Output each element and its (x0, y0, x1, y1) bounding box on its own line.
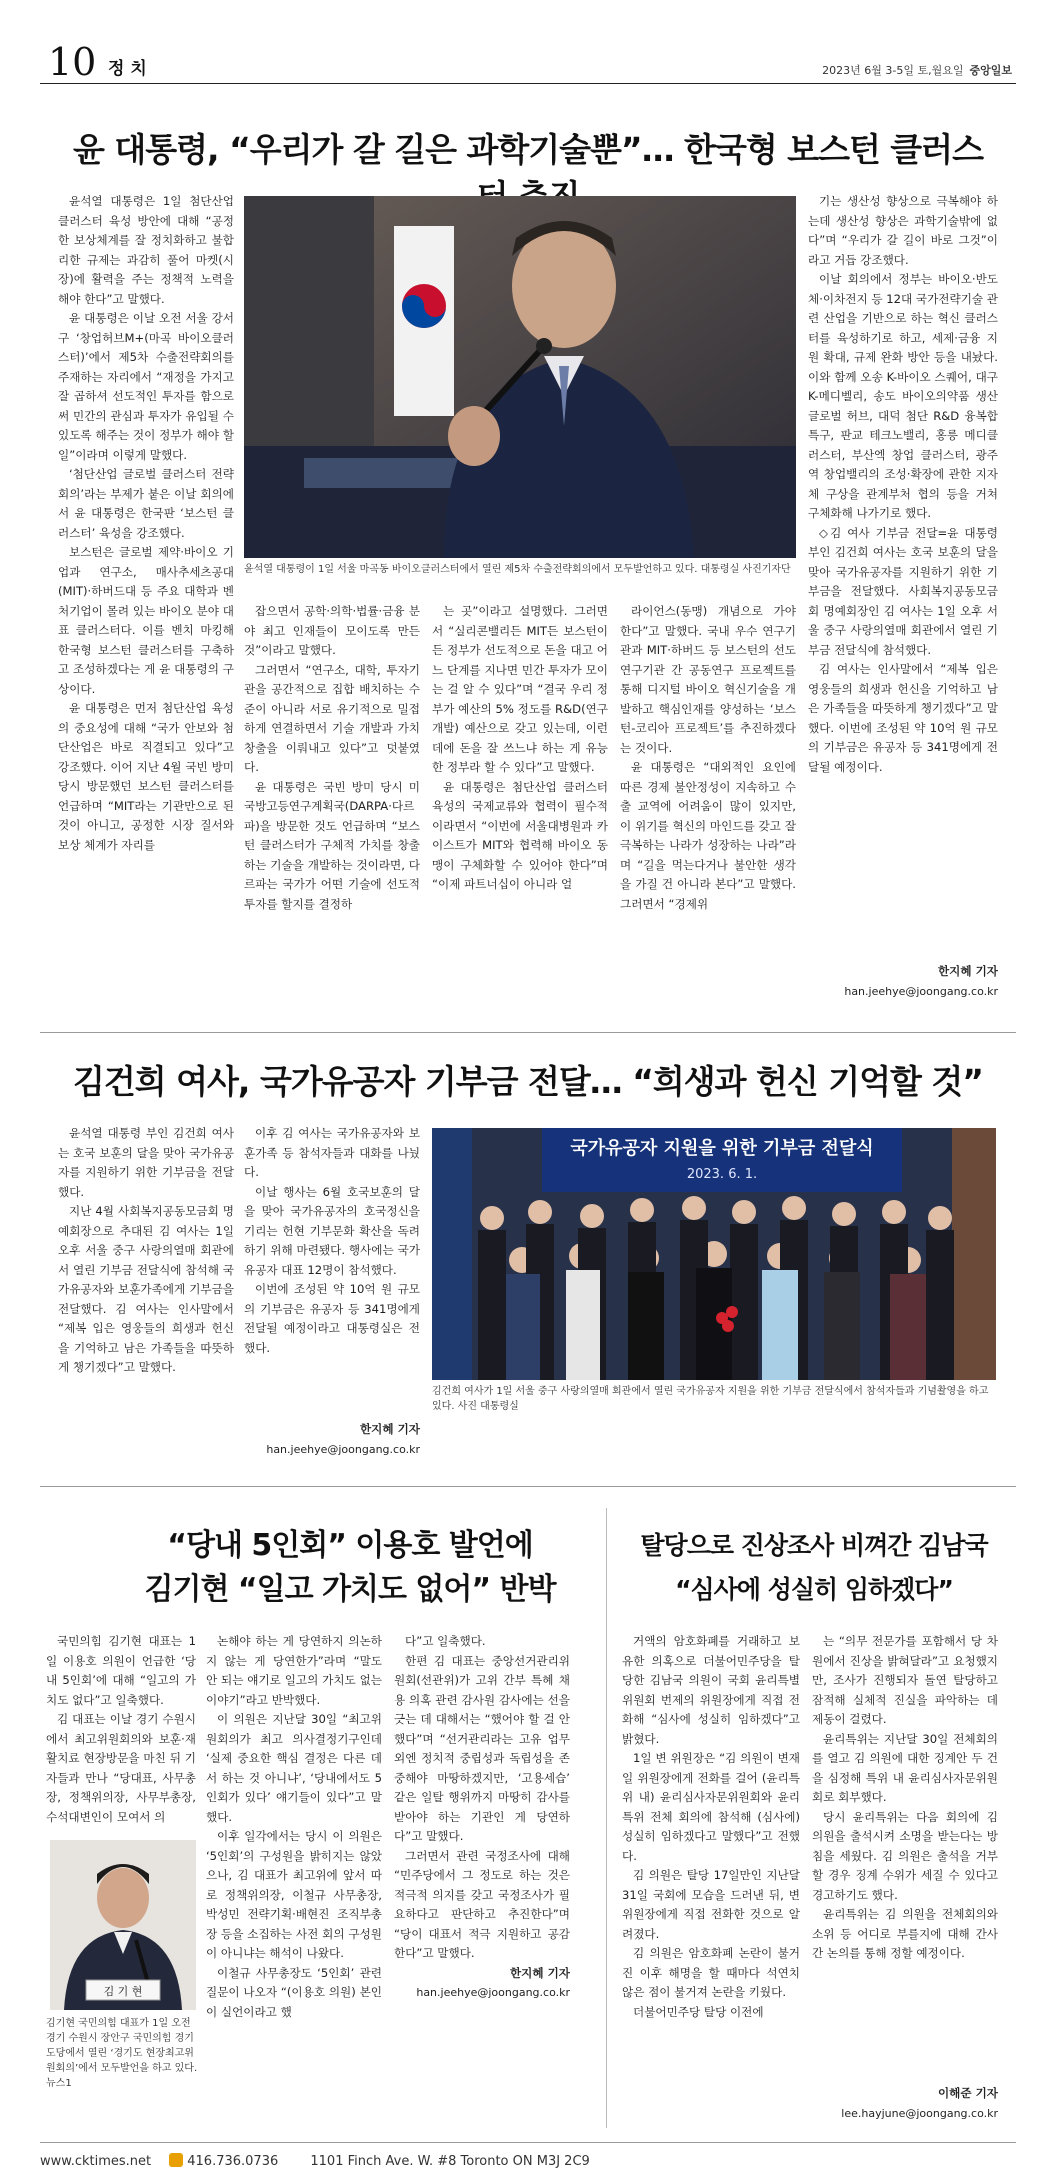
paragraph: 김 의원은 암호화폐 논란이 불거진 이후 해명을 할 때마다 석연치 않은 점이 불거져 논란을 키웠다. (622, 1946, 800, 1999)
article1-col4 (620, 602, 796, 1002)
page-footer (40, 2142, 1016, 2169)
article2-signature (244, 1420, 420, 1464)
section-name: 정 치 (108, 59, 147, 79)
article2-col2 (244, 1124, 420, 1418)
article2-email: han.jeehye@joongang.co.kr (266, 1442, 420, 1456)
article4-headline-line1: 탈당으로 진상조사 비껴간 김남국 (640, 1531, 988, 1560)
paragraph: 기는 생산성 향상으로 극복해야 하는데 생산성 향상은 과학기술밖에 없다”며 “우리가 갈 길이 바로 그것”이라고 거듭 강조했다. (808, 194, 998, 267)
paragraph: 거액의 암호화폐를 거래하고 보유한 의혹으로 더불어민주당을 탈당한 김남국 의원이 국회 윤리특별위원회 번제의 위원장에게 직접 전화해 “심사에 성실히 임하겠다”고 밝혔다. (622, 1634, 800, 1746)
article3-photo-caption: 김기현 국민의힘 대표가 1일 오전 경기 수원시 장안구 국민의힘 경기도당에서 열린 ‘경기도 현장최고위원회의’에서 모두발언을 하고 있다. 뉴스1 (46, 2018, 198, 2089)
paragraph: 논해야 하는 게 당연하지 의논하지 않는 게 당연한가”라며 “말도 안 되는 얘기로 일고의 가치도 없는 이야기”라고 반박했다. (206, 1634, 382, 1707)
kim-gihyeon-photo (50, 1840, 196, 2010)
article1-headline: 윤 대통령, “우리가 갈 길은 과학기술뿐”… 한국형 보스턴 클러스 (73, 130, 983, 169)
article1-col2 (244, 602, 420, 1002)
article1-email: han.jeehye@joongang.co.kr (844, 984, 998, 998)
paragraph: 윤 대통령은 이날 오전 서울 강서구 ‘창업허브M+(마곡 바이오클러스터)’에서 제5차 수출전략회의를 주재하는 자리에서 “재정을 가지고 잘 곱하셔 선도적인 투자를 함으로써 민간의 관심과 투자가 유입될 수 있도록 해주는 것이 정부가 해야 할 일”이라며 이렇게 말했다. (58, 311, 234, 462)
footer-phone-number: 416.736.0736 (187, 2154, 279, 2169)
paragraph: 지난 4월 사회복지공동모금회 명예회장으로 추대된 김 여사는 1일 오후 서울 중구 사랑의열매 회관에서 열린 기부금 전달식에 참석해 국가유공자와 보훈가족에게 기부금을 전달했다. 김 여사는 인사말에서 “제복 입은 영웅들의 희생과 헌신을 기억하고 남은 가족들을 따뜻하게 챙기겠다”고 말했다. (58, 1204, 234, 1374)
article1-col3 (432, 602, 608, 1002)
article3-headline (90, 1524, 610, 1612)
paragraph: 당시 윤리특위는 다음 회의에 김 의원을 출석시켜 소명을 받는다는 방침을 세웠다. 김 의원은 출석을 거부할 경우 징계 수위가 세질 수 있다고 경고하기도 했다. (812, 1809, 998, 1902)
article1-photo (244, 196, 796, 558)
paragraph: 이번에 조성된 약 10억 원 규모의 기부금은 유공자 등 341명에게 전달될 예정이라고 대통령실은 전했다. (244, 1282, 420, 1355)
article4-email: lee.hayjune@joongang.co.kr (841, 2106, 998, 2120)
donation-ceremony-photo (432, 1128, 996, 1380)
paragraph: 한편 김 대표는 중앙선거관리위원회(선관위)가 고위 간부 특혜 채용 의혹 관련 감사원 감사에는 선을 긋는 데 대해서는 “했어야 할 걸 안 했다”며 “선거관리라는 고유 업무 외엔 정치적 중립성과 독립성을 존중해야 마땅하겠지만, ‘고용세습’ 같은 일탈 행위까지 마땅히 감사를 받아야 하는 기관인 게 당연하다”고 말했다. (394, 1653, 570, 1843)
article2-byline: 한지혜 기자 (359, 1422, 420, 1436)
paragraph: 이날 행사는 6월 호국보훈의 달을 맞아 국가유공자의 호국정신을 기리는 헌현 기부문화 확산을 독려하기 위해 마련됐다. 행사에는 국가유공자 대표 12명이 참석했다. (244, 1184, 420, 1277)
paragraph: 김 의원은 탈당 17일만인 지난달 31일 국회에 모습을 드러낸 뒤, 변 위원장에게 직접 전화한 것으로 알려졌다. (622, 1868, 800, 1941)
paragraph: 이후 김 여사는 국가유공자와 보훈가족 등 참석자들과 대화를 나눴다. (244, 1126, 420, 1179)
page-number: 10 (48, 40, 97, 84)
page-header (40, 42, 1016, 84)
paragraph: 윤 대통령은 먼저 첨단산업 육성의 중요성에 대해 “국가 안보와 첨단산업은 바로 직결되고 있다”고 강조했다. 이어 지난 4월 국빈 방미 당시 방문했던 보스턴 클러스터를 언급하며 “MIT라는 기관만으로 된 것이 아니고, 공정한 시장 질서와 보상 체계가 자리를 (58, 701, 234, 852)
paragraph: 그러면서 관련 국정조사에 대해 “민주당에서 그 정도로 하는 것은 적극적 의지를 갖고 국정조사가 필요하다고 판단하고 추진한다”며 “당이 대표서 적극 지원하고 공감한다”고 말했다. (394, 1848, 570, 1960)
paragraph: 윤리특위는 김 의원을 전체회의와 소위 등 어디로 부를지에 대해 간사 간 논의를 통해 정할 예정이다. (812, 1907, 998, 1960)
paragraph: 그러면서 “연구소, 대학, 투자기관을 공간적으로 집합 배치하는 수준이 아니라 서로 유기적으로 밀접하게 연결하면서 기술 개발과 가치 창출을 이뤄내고 있다”고 덧붙였다. (244, 662, 420, 774)
article1-photo-caption: 윤석열 대통령이 1일 서울 마곡동 바이오클러스터에서 열린 제5차 수출전략회의에서 모두발언하고 있다. 대통령실 사진기자단 (244, 564, 791, 575)
article1-col1 (58, 192, 234, 1002)
dateline (822, 62, 1012, 78)
article4-headline (624, 1524, 1004, 1612)
photo-banner-text: 국가유공자 지원을 위한 기부금 전달식 (570, 1138, 874, 1159)
phone-icon (169, 2153, 183, 2167)
issue-date: 2023년 6월 3-5일 토,월요일 (822, 64, 964, 77)
paragraph: 국민의힘 김기현 대표는 1일 이용호 의원이 언급한 ‘당내 5인회’에 대해 “일고의 가치도 없다”고 일축했다. (46, 1634, 196, 1707)
paragraph: 한지혜 기자 (509, 1965, 570, 1980)
paragraph: 이철규 사무총장도 ‘5인회’ 관련 질문이 나오자 “(이용호 의원) 본인이 실언이라고 했 (206, 1965, 382, 2019)
paragraph: 다”고 일축했다. (405, 1634, 486, 1648)
paragraph: 는 곳”이라고 설명했다. 그러면서 “실리콘밸리든 MIT든 보스턴이든 정부가 선도적으로 돈을 대고 어느 단계를 지나면 민간 투자가 모이는 걸 알 수 있다”며 “결국 우리 정부가 예산의 5% 정도를 R&D(연구개발) 예산으로 갖고 있는데, 이런 데에 돈을 잘 쓰느냐 하는 게 유능한 정부라 할 수 있다”고 말했다. (432, 604, 608, 774)
paragraph: 보스턴은 글로벌 제약·바이오 기업과 연구소, 매사추세츠공대(MIT)·하버드대 등 주요 대학과 벤처기업이 몰려 있는 바이오 분야 대표 클러스터다. 이를 벤치 마킹해 한국형 보스턴 클러스터를 구축하고 조성하겠다는 게 윤 대통령의 구상이다. (58, 545, 234, 696)
paragraph: 잡으면서 공학·의학·법률·금융 분야 최고 인재들이 모이도록 만든 것”이라고 말했다. (244, 604, 420, 657)
paragraph: ‘첨단산업 글로벌 클러스터 전략회의’라는 부제가 붙은 이날 회의에서 윤 대통령은 한국판 ‘보스턴 클러스터’ 육성을 강조했다. (58, 467, 234, 540)
paragraph: 윤 대통령은 국빈 방미 당시 미 국방고등연구계획국(DARPA·다르파)을 방문한 것도 언급하며 “보스턴 클러스터가 구체적 가치를 창출하는 기술을 개발하는 것이라면, 다르파는 국가가 어떤 기술에 선도적 투자를 할지를 결정하 (244, 779, 420, 911)
nameplate-text: 김 기 현 (103, 1985, 143, 1998)
paragraph: 김 여사는 인사말에서 “제복 입은 영웅들의 희생과 헌신을 기억하고 남은 가족들을 따뜻하게 챙기겠다”고 말했다. 이번에 조성된 약 10억 원 규모의 기부금은 유공자 등 341명에게 전달될 예정이다. (808, 662, 998, 774)
article4-signature (812, 2084, 998, 2128)
article4-byline: 이해준 기자 (937, 2086, 998, 2100)
paragraph: 윤리특위는 지난달 30일 전체회의를 열고 김 의원에 대한 징계안 두 건을 심정해 특위 내 윤리심사자문위원회로 회부했다. (812, 1731, 998, 1804)
article2-col1 (58, 1124, 234, 1470)
paragraph: 윤 대통령은 “대외적인 요인에 따른 경제 불안정성이 지속하고 수출 교역에 어려움이 많이 있지만, 이 위기를 혁신의 마인드를 갖고 잘 극복하는 나라가 성장하는 나라”라며 “길을 먹는다거나 불안한 생각을 가질 건 아니라 본다”고 말했다. 그러면서 “경제위 (620, 760, 796, 911)
paragraph: 이 의원은 지난달 30일 “최고위원회의가 최고 의사결정기구인데 ‘실제 중요한 핵심 결정은 다른 데서 하는 것 아니냐’, ‘당내에서도 5인회가 있다’ 얘기들이 있다”고 말했다. (206, 1712, 382, 1824)
footer-website[interactable]: www.cktimes.net (40, 2154, 152, 2169)
article1-signature (808, 962, 998, 1006)
paragraph: 이날 회의에서 정부는 바이오·반도체·이차전지 등 12대 국가전략기술 관련 산업을 기반으로 하는 혁신 클러스터를 육성하기로 하고, 세제·금융 지원 확대, 규제 완화 방안 등을 내놨다. 이와 함께 오송 K-바이오 스퀘어, 대구 K-메디벨리, 송도 바이오의약품 생산 글로벌 허브, 대덕 첨단 R&D 융복합 특구, 판교 테크노밸리, 홍릉 메디클러스터, 부산엑 창업 클러스터, 광주역 창업밸리의 조성·확장에 관한 지자체 구상을 관계부처 협의 등을 거쳐 구체화해 나가기로 했다. (808, 272, 998, 520)
paragraph: 더불어민주당 탈당 이전에 (633, 2004, 764, 2019)
paragraph: 김 대표는 이날 경기 수원시에서 최고위원회의와 보훈·재활치료 현장방문을 마친 뒤 기자들과 만나 “당대표, 사무총장, 정책위의장, 사무부총장, 수석대변인이 모여서 의 (46, 1712, 196, 1824)
paragraph: 윤석열 대통령은 1일 첨단산업 클러스터 육성 방안에 대해 “공정한 보상체계를 잘 정치화하고 불합리한 규제는 과감히 풀어 마켓(시장)에 활력을 주는 정책적 노력을 해야 한다”고 말했다. (58, 194, 234, 306)
president-speech-photo (244, 196, 796, 558)
article3-headline-line1: “당내 5인회” 이용호 발언에 (167, 1528, 533, 1563)
article1-byline: 한지혜 기자 (937, 964, 998, 978)
paragraph: 이후 일각에서는 당시 이 의원은 ‘5인회’의 구성원을 밝히지는 않았으나, 김 대표가 최고위에 앞서 따로 정책위의장, 이철규 사무총장, 박성민 전략기획·배현진 조직부총장 등을 소집하는 사전 회의 구성원이 아니냐는 해석이 나왔다. (206, 1829, 382, 1960)
article2-photo-caption: 김건희 여사가 1일 서울 중구 사랑의열매 회관에서 열린 국가유공자 지원을 위한 기부금 전달식에서 참석자들과 기념촬영을 하고 있다. 사진 대통령실 (432, 1386, 989, 1412)
article2-photo (432, 1128, 996, 1380)
paragraph: han.jeehye@joongang.co.kr (416, 1986, 570, 1999)
paragraph: ◇김 여사 기부금 전달=윤 대통령 부인 김건희 여사는 호국 보훈의 달을 맞아 국가유공자를 지원하기 위한 기부금을 전달했다. 사회복지공동모금회 명예회장인 김 여사는 1일 오후 서울 중구 사랑의열매 회관에서 열린 기부금 전달식에 참석했다. (808, 525, 998, 657)
article4-col2 (812, 1632, 998, 2082)
paragraph: 라이언스(동맹) 개념으로 가야 한다”고 말했다. 국내 우수 연구기관과 MIT·하버드 등 보스턴의 선도 연구기관 간 공동연구 프로젝트를 통해 디지털 바이오 혁신기술을 개발하고 핵심인재를 양성하는 ‘보스턴-코리아 프로젝트’를 추진하겠다는 것이다. (620, 604, 796, 755)
brand-name: 중앙일보 (969, 64, 1012, 77)
footer-phone (169, 2154, 292, 2169)
divider-1 (40, 1032, 1016, 1033)
article4-headline-line2: “심사에 성실히 임하겠다” (675, 1575, 953, 1604)
article3-col3 (394, 1632, 570, 2128)
photo-date-text: 2023. 6. 1. (686, 1167, 758, 1182)
paragraph: 윤 대통령은 첨단산업 클러스터 육성의 국제교류와 협력이 필수적이라면서 “이번에 서울대병원과 카이스트가 MIT와 협력해 바이오 동맹이 구체화할 수 있어야 한다”며 “이제 파트너십이 아니라 얼 (432, 779, 608, 891)
article2-headline: 김건희 여사, 국가유공자 기부금 전달… “희생과 헌신 기억할 것” (73, 1062, 983, 1101)
article3-photo (50, 1840, 196, 2010)
article3-col1 (46, 1632, 196, 1834)
divider-2 (40, 1486, 1016, 1487)
article3-col2 (206, 1632, 382, 2128)
paragraph: 윤석열 대통령 부인 김건희 여사는 호국 보훈의 달을 맞아 국가유공자를 지원하기 위한 기부금을 전달했다. (58, 1126, 234, 1199)
column-divider (606, 1508, 607, 2128)
paragraph: 는 “의무 전문가를 포함해서 당 차원에서 진상을 밝혀달라”고 요청했지만, 조사가 진행되자 돌연 탈당하고 잠적해 실체적 진실을 파악하는 데 제동이 걸렸다. (812, 1634, 998, 1726)
footer-address: 1101 Finch Ave. W. #8 Toronto ON M3J 2C9 (310, 2154, 590, 2169)
article3-headline-line2: 김기현 “일고 가치도 없어” 반박 (144, 1572, 556, 1607)
article1-col5 (808, 192, 998, 962)
paragraph: 1일 변 위원장은 “김 의원이 변재일 위원장에게 전화를 걸어 (윤리특위 내) 윤리심사자문위원회와 윤리특위 전체 회의에 참석해 (심사에) 성실히 임하겠다고 말했다”고 전했다. (622, 1751, 800, 1863)
article4-col1 (622, 1632, 800, 2128)
